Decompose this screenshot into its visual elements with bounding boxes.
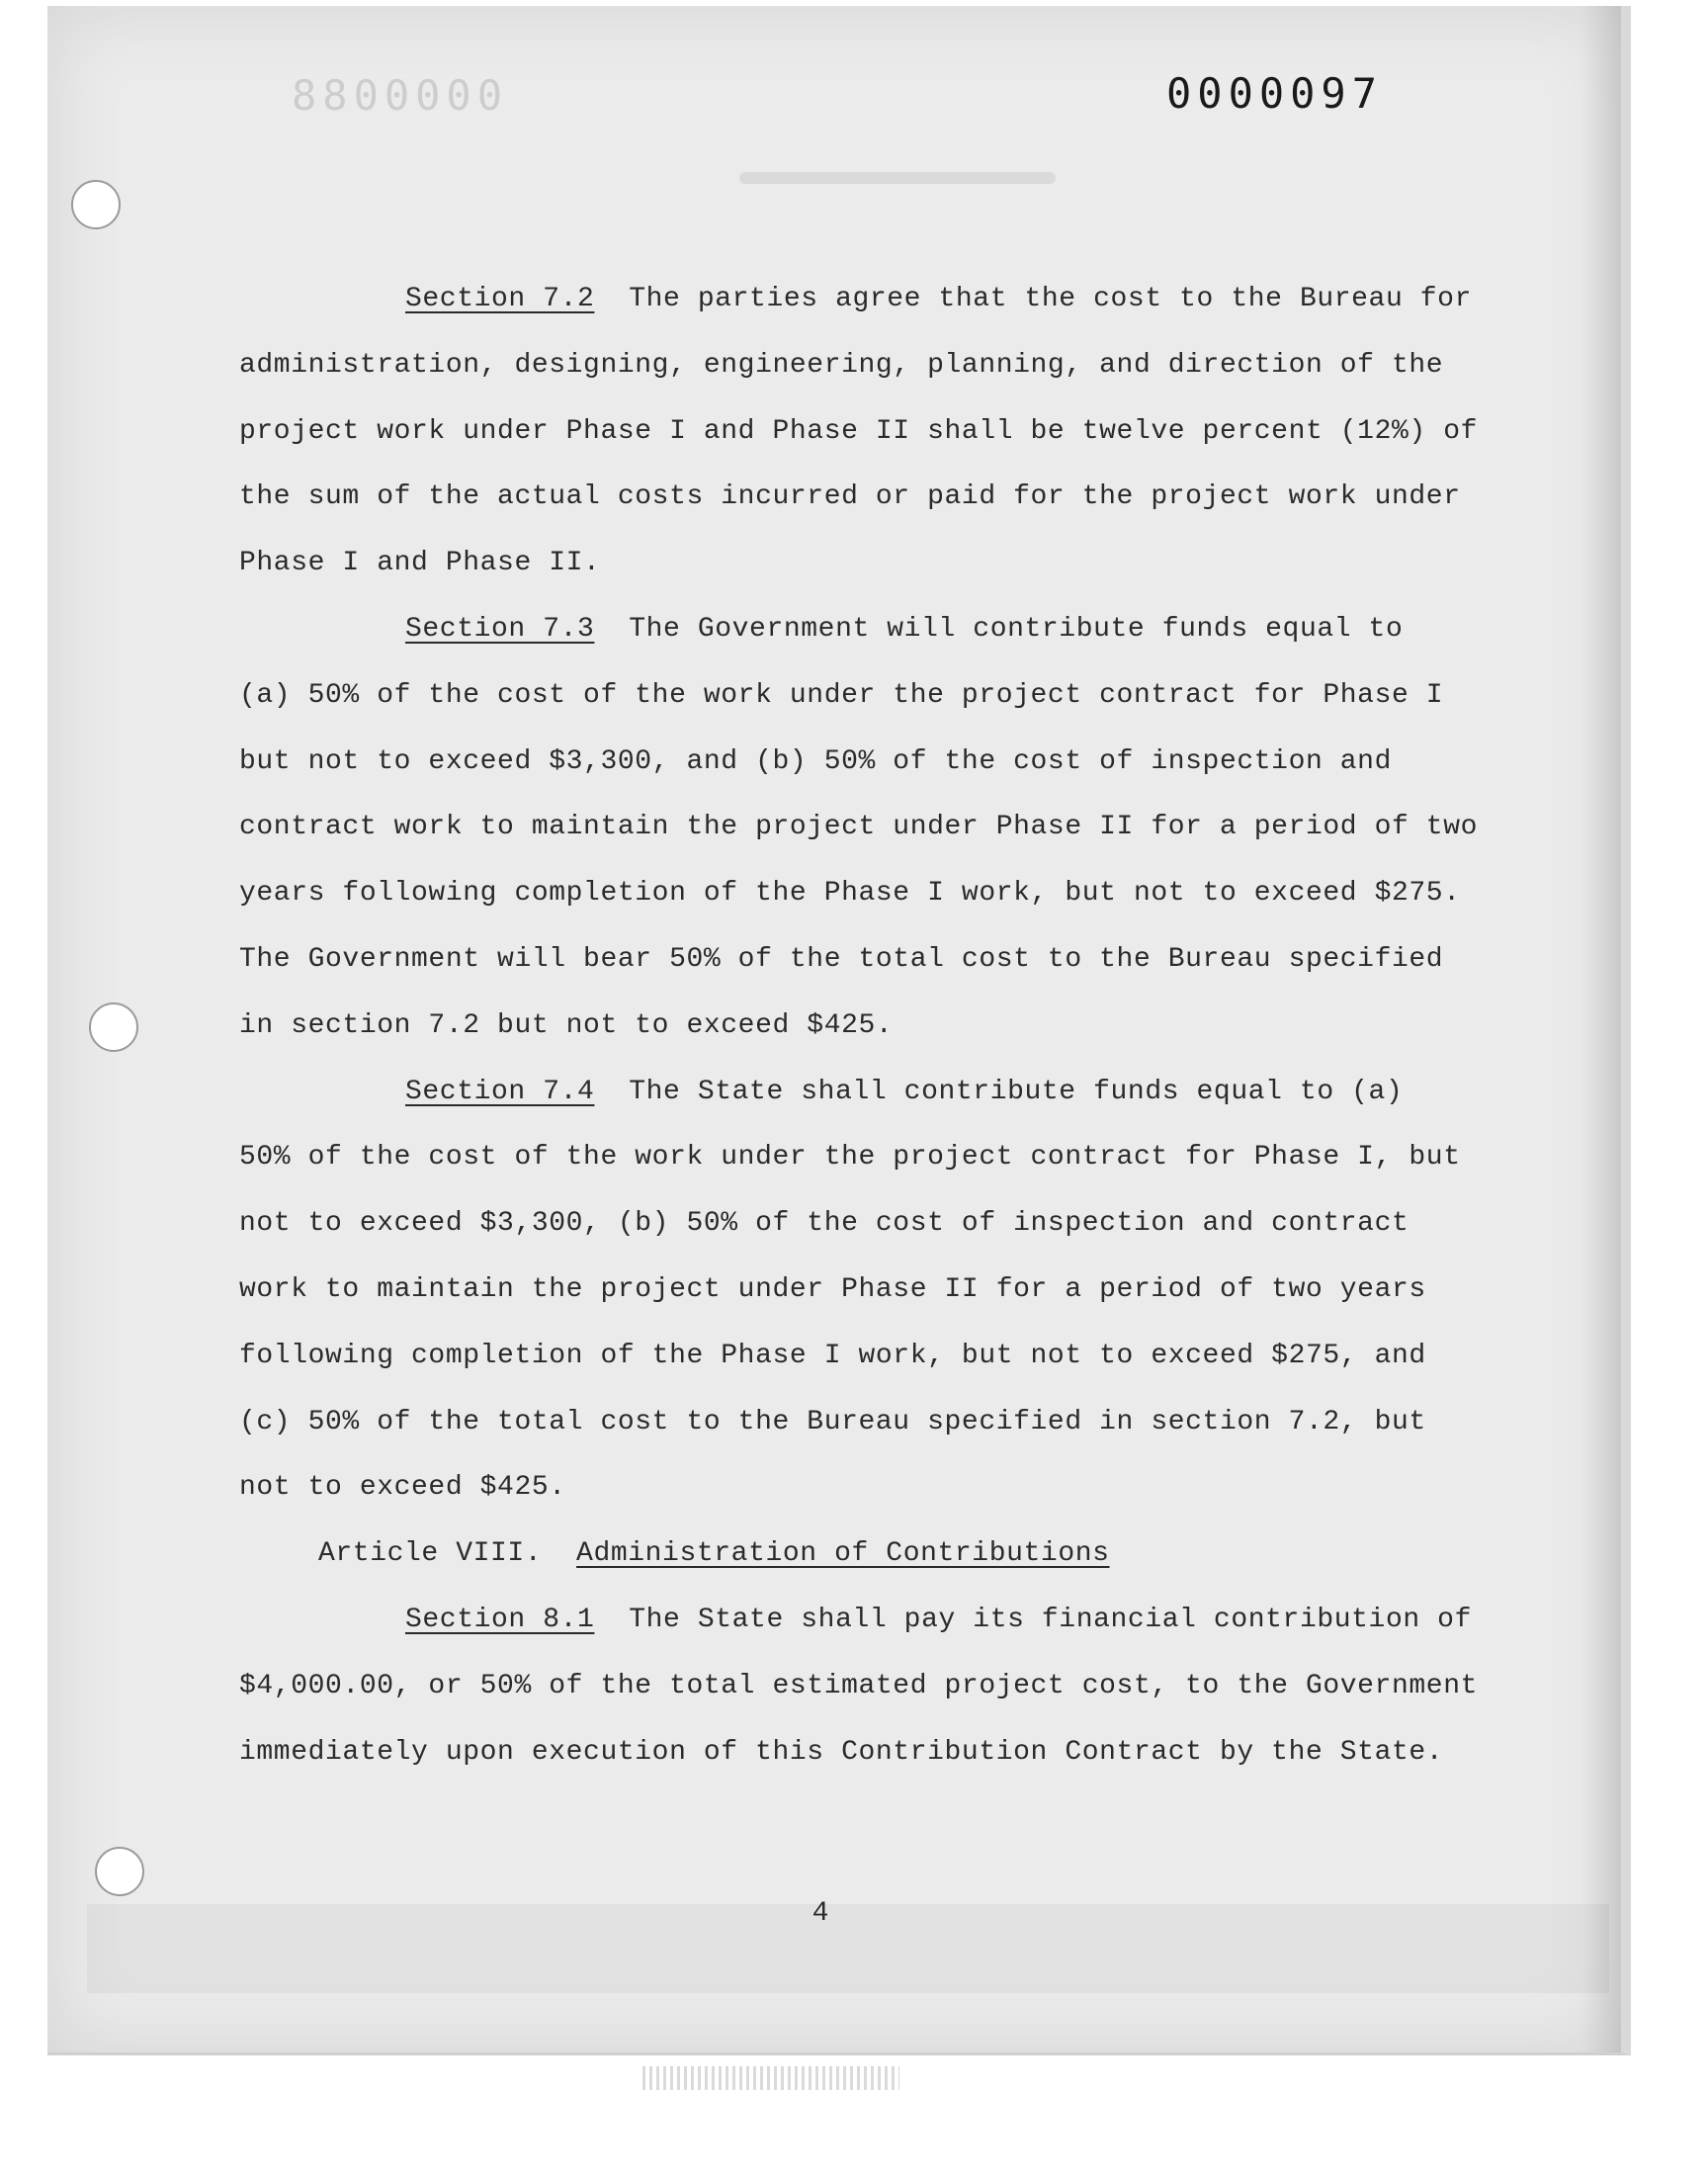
section-7-4-line-4: work to maintain the project under Phase II for a period of two years	[239, 1273, 1426, 1305]
section-7-2-heading: Section 7.2	[405, 284, 595, 314]
section-7-2-line-2: administration, designing, engineering, planning, and direction of the	[239, 349, 1444, 381]
page-edge-shadow	[1581, 6, 1621, 2052]
contract-body	[239, 267, 1478, 1785]
punch-hole-middle	[89, 1002, 138, 1052]
document-control-number: 0000097	[1166, 69, 1384, 118]
section-7-3-line-2: (a) 50% of the cost of the work under the project contract for Phase I	[239, 679, 1444, 711]
section-8-1-line-1: Section 8.1 The State shall pay its financial contribution of	[405, 1604, 1472, 1635]
section-7-4-line-5: following completion of the Phase I work, but not to exceed $275, and	[239, 1340, 1426, 1371]
page-number: 4	[811, 1898, 829, 1929]
punch-hole-top	[71, 180, 121, 229]
section-7-4-line-7: not to exceed $425.	[239, 1472, 566, 1504]
section-7-2-line-5: Phase I and Phase II.	[239, 548, 601, 579]
section-7-4-line-6: (c) 50% of the total cost to the Bureau specified in section 7.2, but	[239, 1406, 1426, 1437]
section-7-3-line-7: in section 7.2 but not to exceed $425.	[239, 1009, 894, 1041]
section-7-2-line-1: Section 7.2 The parties agree that the cost to the Bureau for	[405, 284, 1472, 314]
section-7-4-line-2: 50% of the cost of the work under the project contract for Phase I, but	[239, 1142, 1461, 1174]
scan-smudge	[739, 172, 1056, 184]
scan-artifact-strip	[642, 2066, 899, 2090]
section-7-4-line-1: Section 7.4 The State shall contribute funds equal to (a)	[405, 1076, 1404, 1107]
section-7-3-heading: Section 7.3	[405, 613, 595, 645]
article-8-heading	[239, 1522, 1475, 1588]
section-7-4-heading: Section 7.4	[405, 1076, 595, 1107]
bleed-through-number: 8800000	[292, 71, 509, 120]
article-8-number: Article VIII.	[318, 1538, 577, 1570]
punch-hole-bottom	[95, 1847, 144, 1896]
section-7-3-line-6: The Government will bear 50% of the total cost to the Bureau specified	[239, 943, 1444, 975]
section-7-4-line-3: not to exceed $3,300, (b) 50% of the cost of inspection and contract	[239, 1208, 1409, 1240]
section-8-1-line-3: immediately upon execution of this Contribution Contract by the State.	[239, 1736, 1444, 1768]
section-7-2-line-3: project work under Phase I and Phase II shall be twelve percent (12%) of	[239, 415, 1478, 447]
section-7-3-line-4: contract work to maintain the project under Phase II for a period of two	[239, 812, 1478, 843]
section-7-3-line-5: years following completion of the Phase I work, but not to exceed $275.	[239, 878, 1461, 910]
article-8-title: Administration of Contributions	[576, 1538, 1110, 1570]
section-7-2-line-4: the sum of the actual costs incurred or paid for the project work under	[239, 481, 1461, 513]
section-8-1-line-2: $4,000.00, or 50% of the total estimated project cost, to the Government	[239, 1670, 1478, 1701]
section-8-1-heading: Section 8.1	[405, 1604, 595, 1635]
section-7-3-line-3: but not to exceed $3,300, and (b) 50% of the cost of inspection and	[239, 745, 1392, 777]
section-7-3-line-1: Section 7.3 The Government will contribute funds equal to	[405, 613, 1404, 645]
